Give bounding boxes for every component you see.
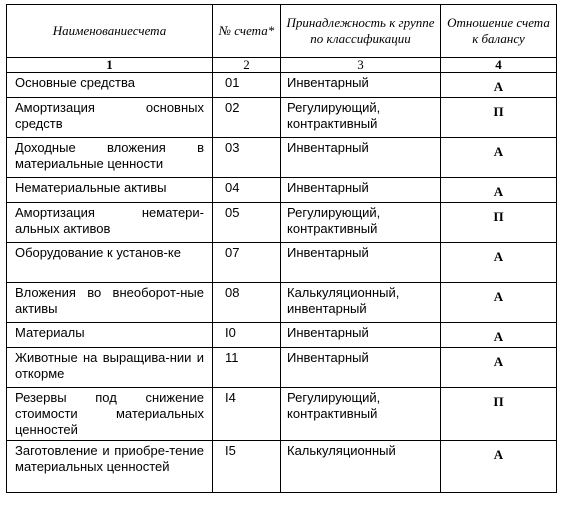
account-name-cell: Амортизация основных средств [7,98,213,138]
table-row [7,138,557,178]
account-name-cell: Резервы под снижение стоимости материальных ценностей [7,388,213,441]
group-cell: Инвентарный [281,178,441,203]
account-number-cell: 07 [213,243,281,283]
balance-relation-cell: А [441,73,557,98]
balance-relation-cell: П [441,98,557,138]
table-body [7,73,557,493]
account-number-cell: 04 [213,178,281,203]
accounts-table [6,4,557,493]
group-cell: Регулирующий, контрактивный [281,388,441,441]
account-number-cell: 03 [213,138,281,178]
account-number-cell: 02 [213,98,281,138]
column-number: 3 [281,58,441,73]
group-cell: Инвентарный [281,138,441,178]
account-name-cell: Материалы [7,323,213,348]
balance-relation-cell: П [441,388,557,441]
account-name-cell: Оборудование к установ-ке [7,243,213,283]
group-cell: Инвентарный [281,243,441,283]
balance-relation-cell: А [441,243,557,283]
column-number-row [7,58,557,73]
table-row [7,243,557,283]
table-row [7,388,557,441]
table-row [7,203,557,243]
group-cell: Калькуляционный [281,441,441,493]
account-number-cell: I4 [213,388,281,441]
account-number-cell: 05 [213,203,281,243]
header-row [7,5,557,58]
account-number-cell: I5 [213,441,281,493]
header-group: Принадлежность к группе по классификации [281,5,441,58]
table-row [7,323,557,348]
account-name-cell: Амортизация нематери-альных активов [7,203,213,243]
account-number-cell: 11 [213,348,281,388]
account-name-cell: Доходные вложения в материальные ценности [7,138,213,178]
group-cell: Инвентарный [281,323,441,348]
balance-relation-cell: А [441,138,557,178]
account-number-cell: 01 [213,73,281,98]
group-cell: Регулирующий, контрактивный [281,98,441,138]
table-row [7,178,557,203]
column-number: 1 [7,58,213,73]
table-row [7,348,557,388]
balance-relation-cell: А [441,178,557,203]
balance-relation-cell: А [441,348,557,388]
group-cell: Регулирующий, контрактивный [281,203,441,243]
account-name-cell: Нематериальные активы [7,178,213,203]
account-name-cell: Основные средства [7,73,213,98]
header-account-name: Наименованиесчета [7,5,213,58]
account-number-cell: I0 [213,323,281,348]
group-cell: Инвентарный [281,348,441,388]
account-name-cell: Животные на выращива-нии и откорме [7,348,213,388]
table-row [7,283,557,323]
column-number: 2 [213,58,281,73]
header-account-number: № счета* [213,5,281,58]
group-cell: Калькуляционный, инвентарный [281,283,441,323]
account-number-cell: 08 [213,283,281,323]
table-row [7,73,557,98]
balance-relation-cell: А [441,441,557,493]
balance-relation-cell: А [441,323,557,348]
account-name-cell: Заготовление и приобре-тение материальных ценностей [7,441,213,493]
header-balance: Отношение счета к балансу [441,5,557,58]
balance-relation-cell: П [441,203,557,243]
account-name-cell: Вложения во внеоборот-ные активы [7,283,213,323]
table-row [7,441,557,493]
table-row [7,98,557,138]
column-number: 4 [441,58,557,73]
balance-relation-cell: А [441,283,557,323]
group-cell: Инвентарный [281,73,441,98]
